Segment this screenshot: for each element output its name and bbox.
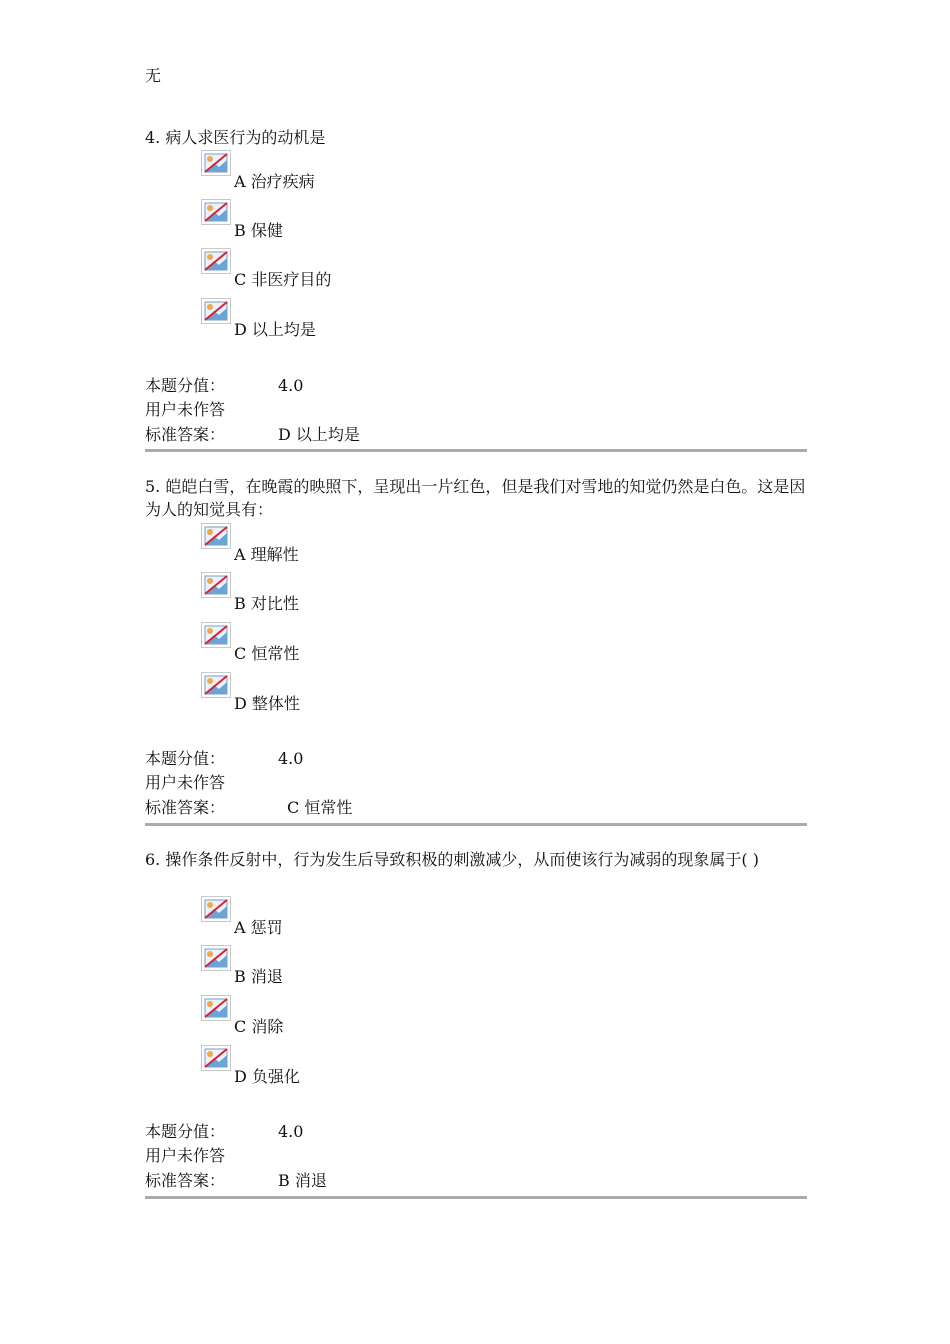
broken-image-icon [201,995,231,1021]
user-status: 用户未作答 [145,773,226,792]
standard-answer-value: B 消退 [278,1171,327,1190]
question-text [145,126,807,149]
user-status: 用户未作答 [145,1146,226,1165]
broken-image-icon [201,896,231,922]
option-label: D 以上均是 [234,320,316,339]
option-label: A 理解性 [234,545,299,564]
broken-image-icon [201,199,231,225]
broken-image-icon [201,945,231,971]
question-number: 5. [145,477,161,496]
broken-image-icon [201,298,231,324]
standard-answer-label: 标准答案： [145,798,226,817]
broken-image-icon [201,523,231,549]
question-divider [145,449,807,452]
question-stem: 操作条件反射中，行为发生后导致积极的刺激减少，从而使该行为减弱的现象属于( ) [165,850,759,869]
question-4 [145,126,807,451]
standard-answer-value: D 以上均是 [278,425,360,444]
score-value: 4.0 [278,749,304,768]
broken-image-icon [201,572,231,598]
question-divider [145,823,807,826]
option-label: B 保健 [234,221,283,240]
previous-answer-text: 无 [145,66,162,85]
standard-answer-label: 标准答案： [145,1171,226,1190]
option-label: D 负强化 [234,1067,300,1086]
question-number: 4. [145,128,161,147]
question-text [145,475,807,521]
option-label: B 对比性 [234,594,299,613]
standard-answer-value: C 恒常性 [287,798,353,817]
option-label: A 惩罚 [234,918,283,937]
question-number: 6. [145,850,161,869]
broken-image-icon [201,1045,231,1071]
score-label: 本题分值： [145,376,226,395]
option-label: B 消退 [234,967,283,986]
option-label: A 治疗疾病 [234,172,315,191]
user-status: 用户未作答 [145,400,226,419]
standard-answer-label: 标准答案： [145,425,226,444]
option-label: C 消除 [234,1017,284,1036]
question-5 [145,475,807,827]
option-label: C 恒常性 [234,644,300,663]
broken-image-icon [201,150,231,176]
score-label: 本题分值： [145,749,226,768]
score-value: 4.0 [278,1122,304,1141]
broken-image-icon [201,672,231,698]
option-label: D 整体性 [234,694,300,713]
score-label: 本题分值： [145,1122,226,1141]
question-divider [145,1196,807,1199]
option-label: C 非医疗目的 [234,270,332,289]
question-6 [145,848,807,1202]
question-text [145,848,807,871]
broken-image-icon [201,622,231,648]
question-stem: 病人求医行为的动机是 [165,128,326,147]
question-stem: 皑皑白雪，在晚霞的映照下，呈现出一片红色，但是我们对雪地的知觉仍然是白色。这是因为人的知觉具有： [145,477,806,519]
score-value: 4.0 [278,376,304,395]
broken-image-icon [201,248,231,274]
